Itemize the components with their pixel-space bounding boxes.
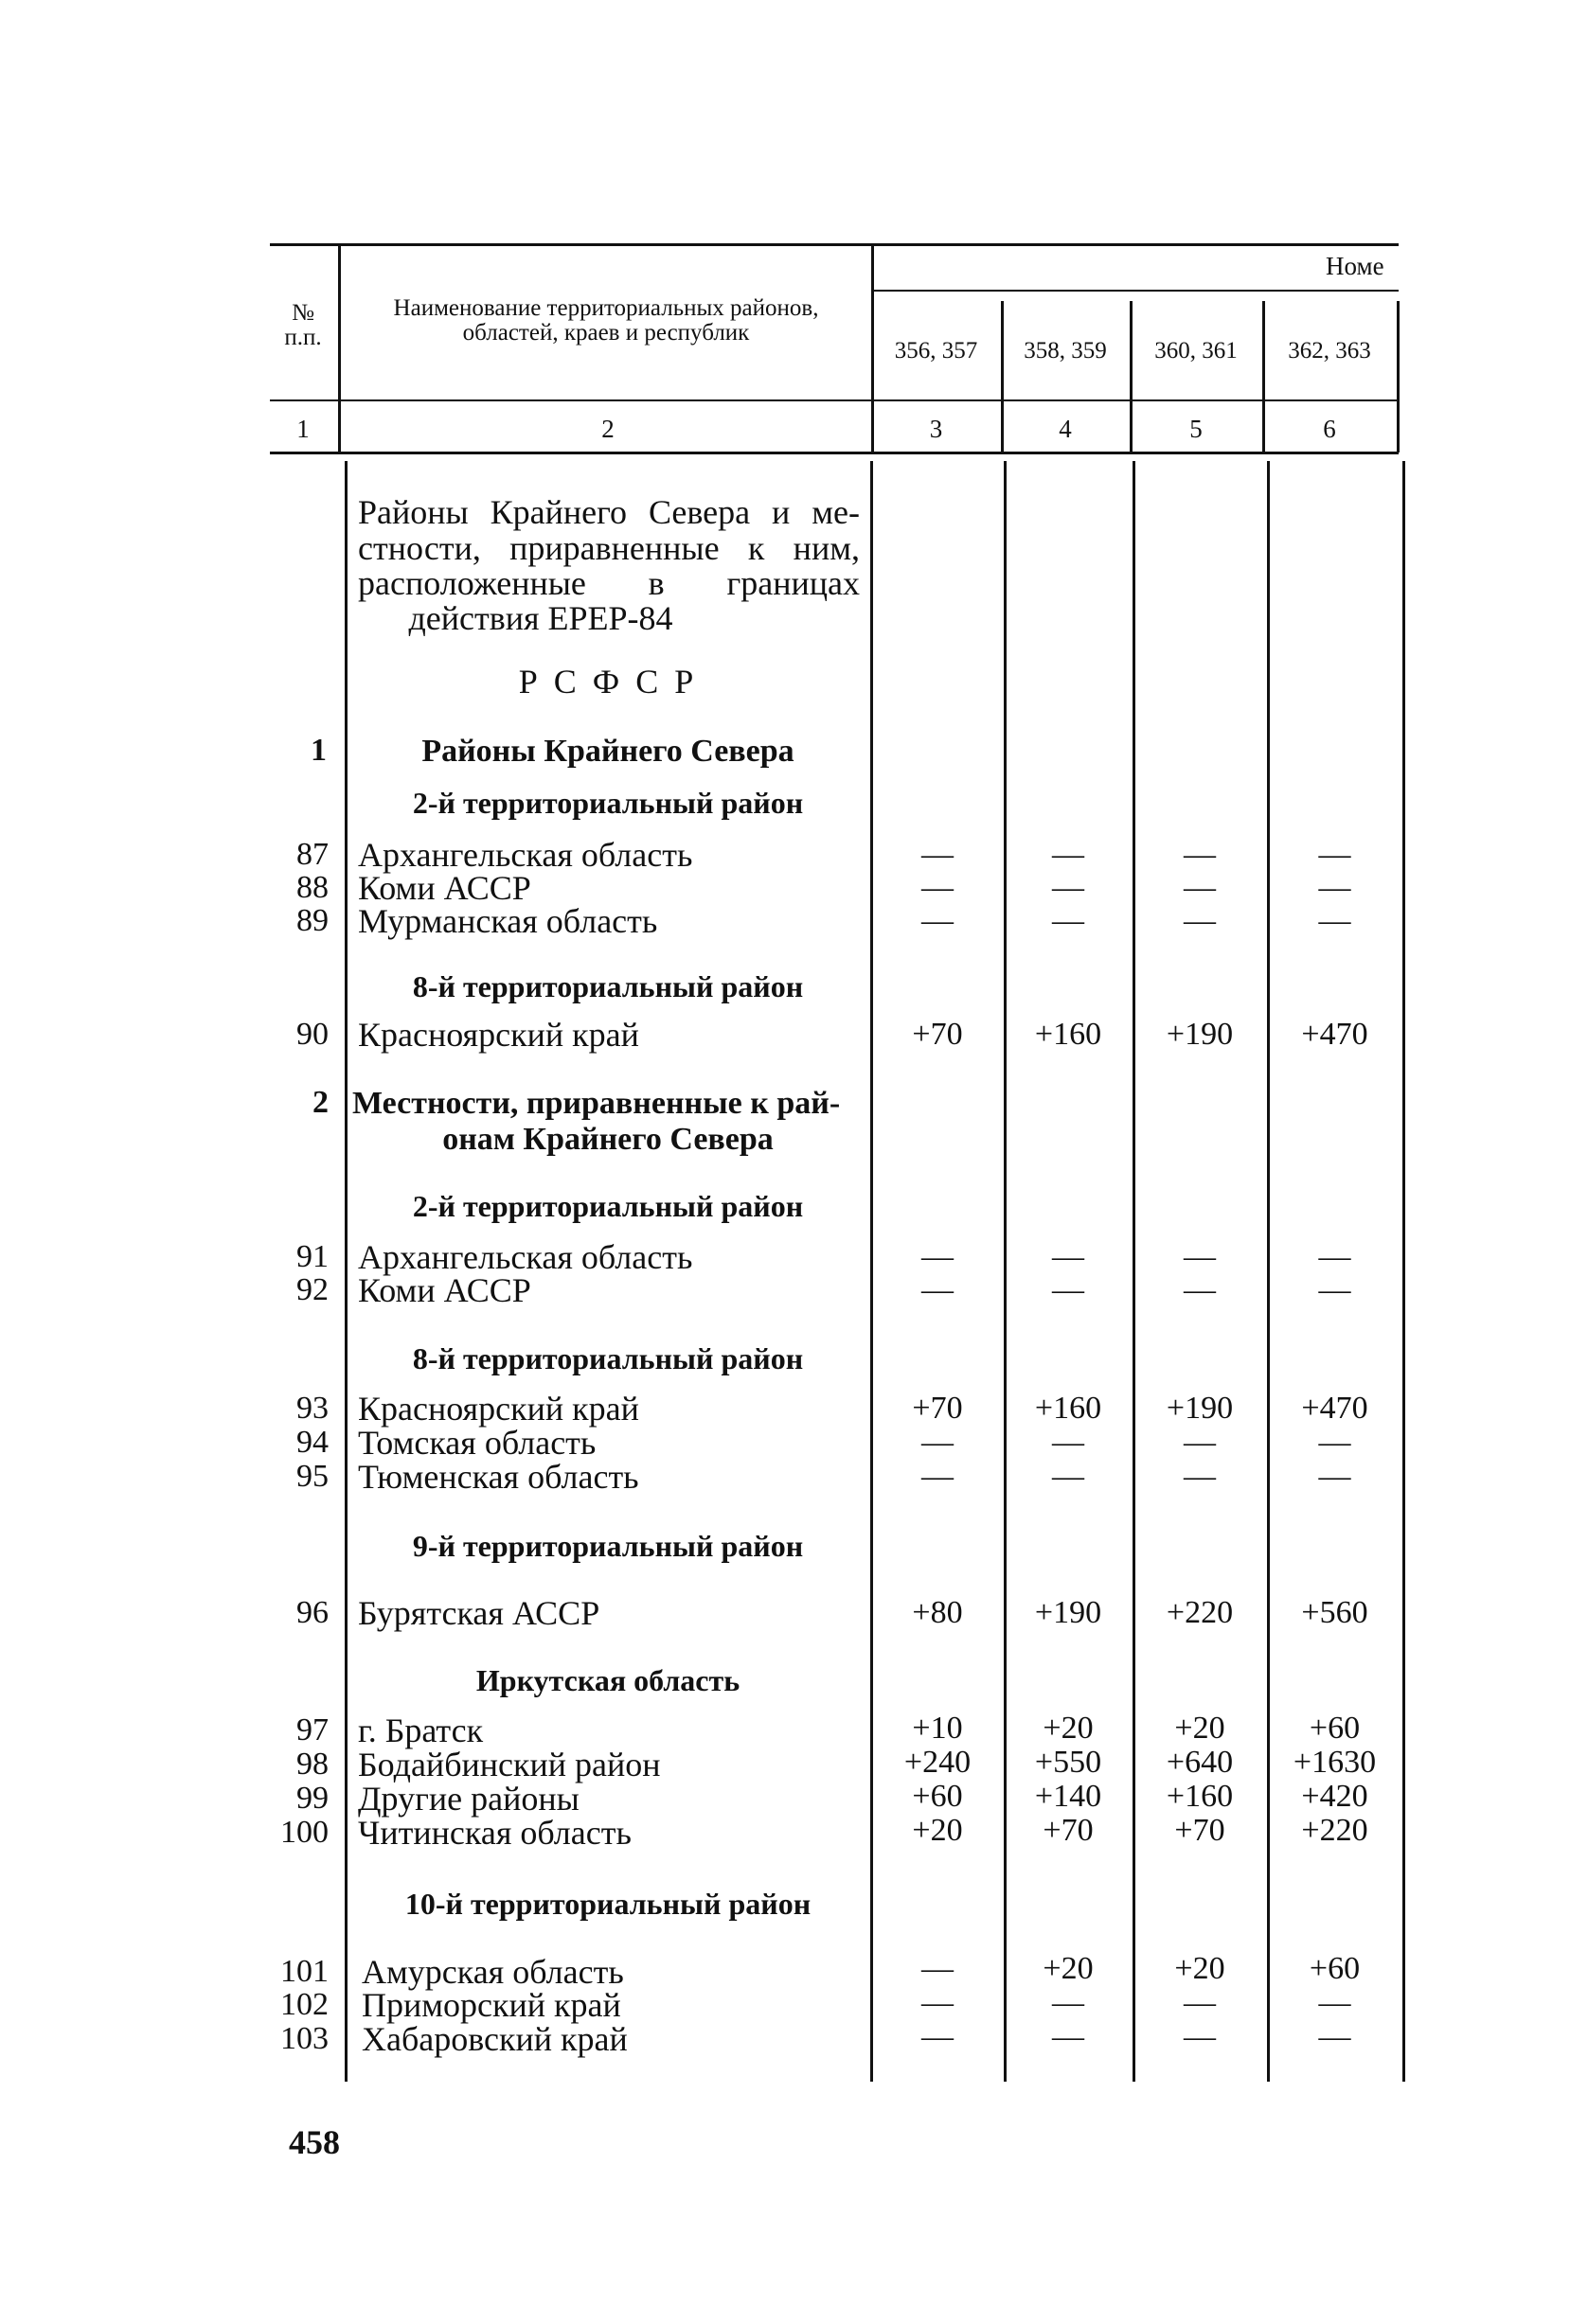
row-name: Бодайбинский район: [358, 1746, 661, 1783]
row-value: +560: [1301, 1595, 1368, 1630]
row-value: +140: [1034, 1779, 1102, 1814]
colnum-4: 4: [1059, 415, 1072, 443]
row-value: —: [921, 1272, 954, 1307]
row-value: —: [1052, 1425, 1084, 1460]
row-value: +10: [912, 1711, 963, 1746]
section-2-number: 2: [312, 1085, 329, 1120]
subcol-header-3: 360, 361: [1154, 338, 1238, 364]
row-value: —: [1318, 1425, 1351, 1460]
group-heading-1: 2-й территориальный район: [412, 786, 804, 820]
row-value: +240: [903, 1745, 972, 1780]
group-heading-7: 10-й территориальный район: [404, 1887, 812, 1921]
row-num: 88: [296, 870, 329, 905]
group-heading-3: 2-й территориальный район: [412, 1189, 804, 1223]
row-value: —: [1184, 2019, 1216, 2054]
group-heading-2: 8-й территориальный район: [412, 969, 804, 1003]
row-name: г. Братск: [358, 1712, 484, 1749]
col-divider-6-header: [1397, 301, 1400, 452]
row-value: +1630: [1293, 1745, 1377, 1780]
row-value: —: [1184, 1272, 1216, 1307]
section-1-number: 1: [311, 733, 327, 768]
row-value: +220: [1301, 1813, 1368, 1848]
row-value: —: [1184, 837, 1216, 872]
row-value: —: [1052, 2019, 1084, 2054]
row-num: 95: [296, 1459, 329, 1494]
row-value: +70: [912, 1391, 963, 1426]
subcol-header-1: 356, 357: [894, 338, 978, 364]
row-name: Красноярский край: [358, 1390, 639, 1428]
row-num: 96: [296, 1595, 329, 1630]
subcol-header-4: 362, 363: [1288, 338, 1371, 364]
row-num: 93: [296, 1391, 329, 1426]
row-num: 102: [280, 1987, 329, 2022]
row-value: +470: [1301, 1017, 1368, 1052]
row-value: —: [1318, 1985, 1351, 2020]
row-value: +70: [1043, 1813, 1094, 1848]
row-value: —: [1184, 1459, 1216, 1494]
row-num: 100: [280, 1815, 329, 1850]
row-value: —: [1052, 903, 1084, 938]
rsfsr-heading: Р С Ф С Р: [518, 663, 698, 701]
section-2-title-line-2: онам Крайнего Севера: [442, 1122, 774, 1157]
row-name: Амурская область: [362, 1953, 624, 1991]
group-heading-5: 9-й территориальный район: [412, 1529, 804, 1563]
section-1-title: Районы Крайнего Севера: [421, 734, 794, 769]
colnum-5: 5: [1189, 415, 1203, 443]
row-value: —: [1184, 1239, 1216, 1274]
row-num: 99: [296, 1781, 329, 1816]
top-rule: [270, 243, 1399, 246]
colnum-2: 2: [601, 415, 615, 443]
row-value: +80: [912, 1595, 963, 1630]
row-value: —: [921, 903, 954, 938]
row-value: —: [1318, 1272, 1351, 1307]
row-value: +640: [1166, 1745, 1234, 1780]
row-value: —: [1052, 837, 1084, 872]
row-name: Тюменская область: [358, 1458, 639, 1496]
col-divider-1-body: [345, 461, 348, 2082]
col-divider-1-header: [338, 243, 341, 453]
row-value: +160: [1034, 1391, 1102, 1426]
row-value: —: [1318, 903, 1351, 938]
row-value: —: [921, 2019, 954, 2054]
row-name: Мурманская область: [358, 902, 658, 940]
colnum-bottom-rule: [270, 452, 1399, 454]
row-value: +550: [1034, 1745, 1102, 1780]
row-value: +420: [1301, 1779, 1368, 1814]
group-column-header: Номе: [1326, 252, 1384, 280]
row-name: Красноярский край: [358, 1016, 639, 1054]
row-value: —: [1184, 1985, 1216, 2020]
row-value: —: [921, 870, 954, 905]
row-value: —: [1318, 837, 1351, 872]
group-heading-4: 8-й территориальный район: [412, 1341, 804, 1375]
row-value: +70: [1174, 1813, 1225, 1848]
row-num: 87: [296, 837, 329, 872]
row-num: 101: [280, 1954, 329, 1989]
subcol-header-2: 358, 359: [1024, 338, 1107, 364]
row-name: Коми АССР: [358, 869, 531, 907]
row-name: Приморский край: [362, 1986, 621, 2024]
row-value: —: [1052, 870, 1084, 905]
row-value: —: [1184, 1425, 1216, 1460]
row-value: —: [921, 1951, 954, 1986]
section-2-title-line-1: Местности, приравненные к рай-: [352, 1086, 841, 1121]
row-value: +20: [1043, 1711, 1094, 1746]
col-divider-6-body: [1402, 461, 1405, 2082]
row-value: +60: [912, 1779, 963, 1814]
row-name: Хабаровский край: [362, 2020, 628, 2058]
row-value: —: [921, 1459, 954, 1494]
row-name: Бурятская АССР: [358, 1594, 600, 1632]
row-value: —: [1184, 870, 1216, 905]
row-value: +220: [1166, 1595, 1234, 1630]
row-value: +20: [1174, 1711, 1225, 1746]
row-name: Архангельская область: [358, 1238, 693, 1276]
row-name: Читинская область: [358, 1814, 632, 1852]
row-num: 97: [296, 1712, 329, 1747]
page-number: 458: [289, 2123, 340, 2161]
row-value: +70: [912, 1017, 963, 1052]
row-value: —: [1052, 1239, 1084, 1274]
row-value: —: [1318, 1459, 1351, 1494]
header-bottom-rule: [270, 399, 1399, 401]
row-value: +20: [912, 1813, 963, 1848]
row-name: Архангельская область: [358, 836, 693, 874]
row-num: 98: [296, 1747, 329, 1782]
intro-line-4: действия ЕРЕР-84: [408, 599, 673, 637]
row-value: —: [921, 1425, 954, 1460]
row-value: —: [1184, 903, 1216, 938]
row-value: —: [1318, 870, 1351, 905]
row-value: +60: [1309, 1711, 1361, 1746]
row-value: —: [1318, 1239, 1351, 1274]
group-rule: [872, 290, 1399, 292]
row-value: +160: [1166, 1779, 1234, 1814]
group-heading-6: Иркутская область: [475, 1663, 740, 1697]
row-name: Коми АССР: [358, 1271, 531, 1309]
row-value: +470: [1301, 1391, 1368, 1426]
name-column-header: Наименование территориальных районов, областей, краев и республик: [393, 295, 819, 346]
row-num: 91: [296, 1239, 329, 1274]
row-value: +160: [1034, 1017, 1102, 1052]
row-num: 103: [280, 2021, 329, 2056]
row-value: +190: [1166, 1017, 1234, 1052]
row-num: 92: [296, 1272, 329, 1307]
intro-line-1: Районы Крайнего Севера и ме-: [358, 493, 860, 531]
colnum-3: 3: [929, 415, 943, 443]
row-value: —: [921, 1239, 954, 1274]
row-num: 89: [296, 903, 329, 938]
row-value: —: [1052, 1459, 1084, 1494]
row-num: 90: [296, 1017, 329, 1052]
intro-line-3: расположенные в границах: [358, 564, 860, 602]
row-value: —: [921, 837, 954, 872]
row-value: +190: [1034, 1595, 1102, 1630]
colnum-6: 6: [1323, 415, 1336, 443]
row-num: 94: [296, 1425, 329, 1460]
row-value: +60: [1309, 1951, 1361, 1986]
colnum-1: 1: [296, 415, 310, 443]
row-value: —: [921, 1985, 954, 2020]
row-value: +20: [1043, 1951, 1094, 1986]
row-value: —: [1052, 1272, 1084, 1307]
row-value: —: [1318, 2019, 1351, 2054]
row-name: Томская область: [358, 1424, 597, 1462]
num-column-header: № п.п.: [284, 300, 322, 350]
row-value: +190: [1166, 1391, 1234, 1426]
intro-line-2: стности, приравненные к ним,: [358, 529, 860, 567]
row-value: —: [1052, 1985, 1084, 2020]
row-name: Другие районы: [358, 1780, 580, 1818]
row-value: +20: [1174, 1951, 1225, 1986]
